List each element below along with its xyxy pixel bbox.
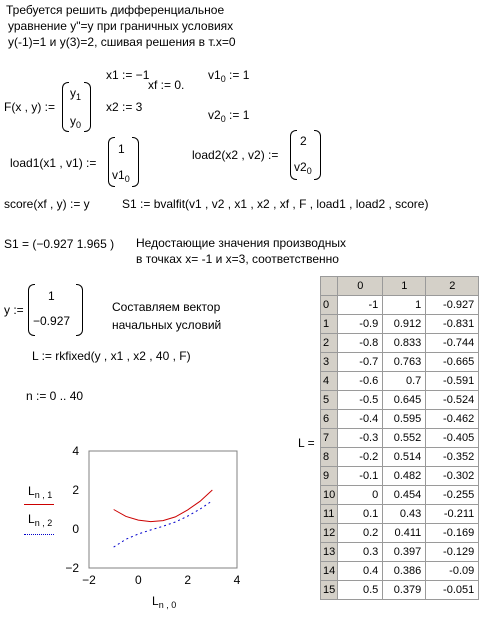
F-right-paren (84, 82, 91, 132)
table-row-index: 15 (321, 581, 338, 600)
table-cell: 0.1 (338, 505, 383, 524)
v1-definition[interactable]: $v1_0$ := 1 (208, 68, 250, 84)
table-cell: 0.763 (383, 353, 426, 372)
table-row-index: 0 (321, 296, 338, 315)
solution-plot[interactable] (0, 440, 260, 620)
table-cell: -0.5 (338, 391, 383, 410)
table-header-row (321, 277, 479, 296)
table-cell: -0.9 (338, 315, 383, 334)
table-row (321, 391, 479, 410)
y-tick-label: 2 (72, 483, 79, 497)
table-row (321, 562, 479, 581)
table-cell: -0.169 (426, 524, 479, 543)
table-column-header: 0 (338, 277, 383, 296)
table-cell: 0.2 (338, 524, 383, 543)
y-top-entry: 1 (48, 289, 55, 303)
table-cell: -0.352 (426, 448, 479, 467)
intro-line-2: уравнение y"=y при граничных условиях (8, 19, 234, 33)
table-row (321, 429, 479, 448)
table-cell: -0.3 (338, 429, 383, 448)
table-cell: -0.211 (426, 505, 479, 524)
table-row-index: 2 (321, 334, 338, 353)
table-cell: 1 (383, 296, 426, 315)
table-cell: -0.524 (426, 391, 479, 410)
intro-line-1: Требуется решить дифференциальное (6, 3, 225, 17)
table-cell: -0.591 (426, 372, 479, 391)
table-cell: -0.2 (338, 448, 383, 467)
table-cell: -0.1 (338, 467, 383, 486)
table-row (321, 524, 479, 543)
F-top-entry: $y_1$ (70, 86, 82, 102)
table-cell: 0.3 (338, 543, 383, 562)
table-cell: -0.665 (426, 353, 479, 372)
table-cell: 0.514 (383, 448, 426, 467)
n-range-definition[interactable]: n := 0 .. 40 (26, 389, 84, 403)
x2-definition[interactable]: x2 := 3 (106, 100, 143, 114)
table-cell: 0.43 (383, 505, 426, 524)
table-cell: -0.462 (426, 410, 479, 429)
table-row (321, 581, 479, 600)
table-cell: 0 (338, 486, 383, 505)
table-cell: 0.5 (338, 581, 383, 600)
table-row-index: 6 (321, 410, 338, 429)
table-row (321, 334, 479, 353)
table-cell: -0.051 (426, 581, 479, 600)
table-cell: 0.912 (383, 315, 426, 334)
v2-definition[interactable]: $v2_0$ := 1 (208, 108, 250, 124)
table-cell: -0.927 (426, 296, 479, 315)
load2-bottom-entry: $v2_0$ (294, 160, 312, 176)
table-cell: 0.386 (383, 562, 426, 581)
table-cell: -0.4 (338, 410, 383, 429)
table-column-header: 1 (383, 277, 426, 296)
load1-right-paren (132, 137, 139, 187)
table-row (321, 372, 479, 391)
legend-series-1-line (24, 504, 54, 505)
load2-definition-lhs[interactable]: load2(x2 , v2) := (192, 148, 279, 162)
table-cell: 0.595 (383, 410, 426, 429)
table-row-index: 9 (321, 467, 338, 486)
plot-canvas (0, 440, 260, 620)
score-definition[interactable]: score(xf , y) := y (4, 197, 90, 211)
table-cell: 0.454 (383, 486, 426, 505)
table-row-index: 12 (321, 524, 338, 543)
table-row-index: 3 (321, 353, 338, 372)
table-row-index: 13 (321, 543, 338, 562)
F-definition-lhs[interactable]: F(x , y) := (4, 100, 55, 114)
table-row (321, 467, 479, 486)
table-cell: -0.831 (426, 315, 479, 334)
y-note-line-1: Составляем вектор (112, 300, 221, 314)
table-row (321, 543, 479, 562)
L-matrix-label: L = (298, 436, 315, 450)
table-row-index: 11 (321, 505, 338, 524)
x1-definition[interactable]: x1 := −1 (106, 68, 150, 82)
legend-series-1-label: $L_{n , 1}$ (28, 484, 53, 500)
table-row-index: 10 (321, 486, 338, 505)
table-cell: 0.552 (383, 429, 426, 448)
table-row-index: 1 (321, 315, 338, 334)
table-row-index: 7 (321, 429, 338, 448)
plot-series-1-line (114, 490, 213, 522)
y-right-paren (76, 284, 83, 336)
plot-frame (89, 451, 237, 568)
plot-series-2-line (114, 501, 213, 547)
load1-bottom-entry: $v1_0$ (112, 168, 130, 184)
load1-top-entry: 1 (118, 142, 125, 156)
x-tick-label: −2 (82, 573, 96, 587)
table-cell: -0.8 (338, 334, 383, 353)
table-cell: 0.379 (383, 581, 426, 600)
y-tick-label: 0 (72, 522, 79, 536)
table-row (321, 505, 479, 524)
plot-x-axis-label: $L_{n , 0}$ (152, 594, 177, 610)
intro-line-3: y(-1)=1 и y(3)=2, сшивая решения в т.x=0 (8, 35, 236, 49)
x-tick-label: 0 (134, 573, 142, 587)
s1-result[interactable]: S1 = (−0.927 1.965 ) (4, 237, 115, 251)
legend-series-2-line (24, 534, 54, 535)
table-cell: -1 (338, 296, 383, 315)
table-cell: 0.397 (383, 543, 426, 562)
table-row (321, 410, 479, 429)
table-row-index: 5 (321, 391, 338, 410)
y-tick-label: 4 (72, 444, 79, 458)
x-tick-label: 4 (233, 573, 241, 587)
s1-note-line-1: Недостающие значения производных (136, 236, 346, 250)
table-cell: -0.255 (426, 486, 479, 505)
table-row (321, 296, 479, 315)
table-cell: 0.482 (383, 467, 426, 486)
table-row (321, 486, 479, 505)
table-cell: -0.09 (426, 562, 479, 581)
table-row (321, 353, 479, 372)
table-cell: -0.405 (426, 429, 479, 448)
table-cell: -0.744 (426, 334, 479, 353)
y-tick-label: −2 (65, 561, 79, 575)
table-cell: -0.302 (426, 467, 479, 486)
y-left-paren (28, 284, 35, 336)
x-tick-label: 2 (184, 573, 192, 587)
table-row (321, 448, 479, 467)
s1-bvalfit-definition[interactable]: S1 := bvalfit(v1 , v2 , x1 , x2 , xf , F , load1 , load2 , score) (122, 197, 429, 211)
table-cell: -0.7 (338, 353, 383, 372)
F-left-paren (62, 82, 69, 132)
table-column-header: 2 (426, 277, 479, 296)
table-row-index: 4 (321, 372, 338, 391)
load2-right-paren (314, 130, 321, 180)
table-row-index: 14 (321, 562, 338, 581)
y-bottom-entry: −0.927 (33, 314, 71, 328)
table-cell: 0.833 (383, 334, 426, 353)
F-bottom-entry: $y_0$ (70, 114, 82, 130)
table-cell: -0.129 (426, 543, 479, 562)
load2-top-entry: 2 (300, 134, 307, 148)
xf-definition[interactable]: xf := 0. (148, 78, 185, 92)
y-definition-lhs[interactable]: y := (4, 303, 24, 317)
L-rkfixed-definition[interactable]: L := rkfixed(y , x1 , x2 , 40 , F) (32, 349, 191, 363)
table-row (321, 315, 479, 334)
table-cell: 0.7 (383, 372, 426, 391)
L-result-table[interactable] (320, 276, 479, 600)
table-corner-cell (321, 277, 338, 296)
legend-series-2-label: $L_{n , 2}$ (28, 512, 53, 528)
table-cell: 0.4 (338, 562, 383, 581)
table-cell: -0.6 (338, 372, 383, 391)
table-cell: 0.645 (383, 391, 426, 410)
load1-definition-lhs[interactable]: load1(x1 , v1) := (10, 156, 97, 170)
table-cell: 0.411 (383, 524, 426, 543)
s1-note-line-2: в точках x= -1 и x=3, соответственно (136, 252, 339, 266)
table-row-index: 8 (321, 448, 338, 467)
y-note-line-2: начальных условий (112, 318, 222, 332)
